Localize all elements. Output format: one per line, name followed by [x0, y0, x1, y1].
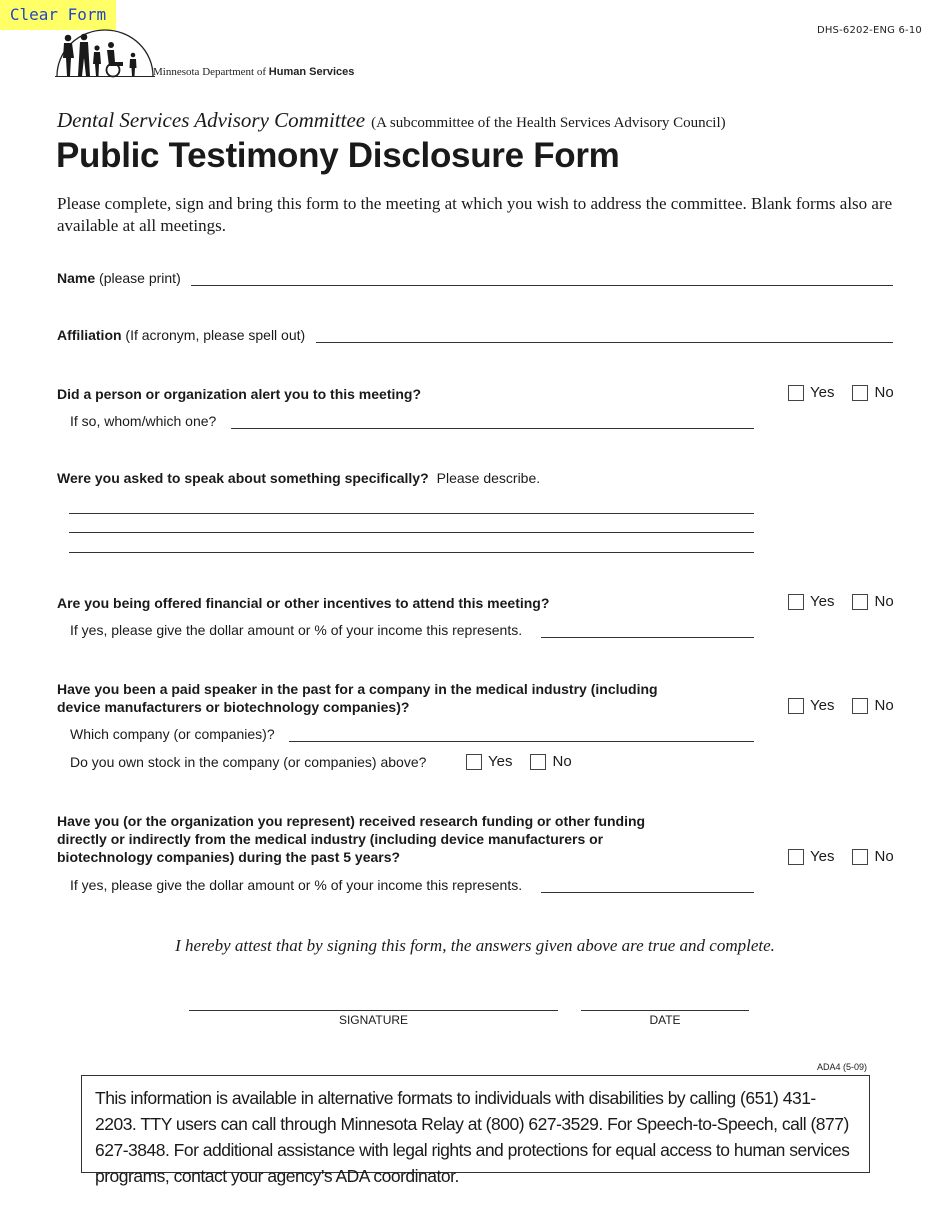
affiliation-field[interactable]	[316, 342, 893, 343]
q4-stock-no-label: No	[552, 753, 572, 770]
q4-company-label: Which company (or companies)?	[70, 726, 275, 742]
q4-no-checkbox[interactable]	[852, 698, 868, 714]
q4-stock-options	[466, 753, 572, 770]
q2-answer-line-1[interactable]	[69, 513, 754, 514]
affiliation-label-bold: Affiliation	[57, 327, 122, 343]
q4-yes-label: Yes	[810, 697, 835, 714]
ada-code: ADA4 (5-09)	[816, 1062, 867, 1072]
name-field[interactable]	[191, 285, 893, 286]
intro-text: Please complete, sign and bring this form to the meeting at which you wish to address the committee. Blank forms also are available at all meetings.	[57, 194, 893, 235]
q5-no-label: No	[874, 848, 894, 865]
q4-no-label: No	[874, 697, 894, 714]
committee-title: Dental Services Advisory Committee	[57, 108, 366, 132]
date-label: DATE	[649, 1013, 681, 1027]
q1-question: Did a person or organization alert you to this meeting?	[57, 386, 422, 402]
q4-yes-checkbox[interactable]	[788, 698, 804, 714]
q1-no-label: No	[874, 384, 894, 401]
logo-text-dept: Minnesota Department of	[153, 66, 269, 78]
q4-stock-yes-label: Yes	[488, 753, 513, 770]
q3-question: Are you being offered financial or other incentives to attend this meeting?	[57, 595, 550, 611]
q1-yes-label: Yes	[810, 384, 835, 401]
clear-form-button[interactable]: Clear Form	[0, 0, 116, 30]
q2-answer-line-2[interactable]	[69, 532, 754, 533]
q5-no-checkbox[interactable]	[852, 849, 868, 865]
q4-stock-label: Do you own stock in the company (or companies) above?	[70, 754, 427, 770]
q3-amount-field[interactable]	[541, 637, 754, 638]
name-label-bold: Name	[57, 270, 96, 286]
ada-notice: This information is available in alternative formats to individuals with disabilities by calling (651) 431-2203. TTY users can call through Minnesota Relay at (800) 627-3529. For Speech-to-Speech, call (877) 627-3848. For additional assistance with legal rights and protections for equal access to human services programs, contact your agency’s ADA coordinator.	[81, 1075, 870, 1173]
q2-answer-line-3[interactable]	[69, 552, 754, 553]
q3-no-label: No	[874, 593, 894, 610]
name-label	[57, 270, 181, 286]
q2-question	[57, 470, 540, 486]
q5-amount-field[interactable]	[541, 892, 754, 893]
q4-question: Have you been a paid speaker in the past for a company in the medical industry (including device manufacturers or biotechnology companies)?	[57, 681, 658, 715]
name-label-hint: (please print)	[95, 270, 181, 286]
q3-yes-label: Yes	[810, 593, 835, 610]
q5-yes-checkbox[interactable]	[788, 849, 804, 865]
page-title: Public Testimony Disclosure Form	[56, 136, 620, 175]
affiliation-label-hint: (If acronym, please spell out)	[121, 327, 306, 343]
signature-label: SIGNATURE	[338, 1013, 409, 1027]
q2-hint: Please describe.	[436, 470, 541, 486]
q4-company-field[interactable]	[289, 741, 754, 742]
committee-name	[57, 108, 726, 133]
dhs-logo-icon	[55, 28, 155, 78]
q5-yes-label: Yes	[810, 848, 835, 865]
signature-field[interactable]	[189, 1010, 558, 1011]
q3-no-checkbox[interactable]	[852, 594, 868, 610]
affiliation-label	[57, 327, 305, 343]
q5-question: Have you (or the organization you represent) received research funding or other funding directly or indirectly from the medical industry (including device manufacturers or biotechnology companies) during the past 5 years?	[57, 813, 646, 865]
q3-options	[788, 593, 894, 610]
q1-no-checkbox[interactable]	[852, 385, 868, 401]
logo-text	[153, 66, 354, 78]
logo-text-hs: Human Services	[268, 66, 355, 78]
q3-sub-label: If yes, please give the dollar amount or % of your income this represents.	[70, 622, 523, 638]
subcommittee-note: (A subcommittee of the Health Services Advisory Council)	[371, 115, 726, 131]
q3-yes-checkbox[interactable]	[788, 594, 804, 610]
q1-yes-checkbox[interactable]	[788, 385, 804, 401]
q4-stock-yes-checkbox[interactable]	[466, 754, 482, 770]
q4-stock-no-checkbox[interactable]	[530, 754, 546, 770]
attestation-text: I hereby attest that by signing this form, the answers given above are true and complete.	[175, 936, 775, 955]
q1-sub-label: If so, whom/which one?	[70, 413, 217, 429]
q5-sub-label: If yes, please give the dollar amount or % of your income this represents.	[70, 877, 523, 893]
date-field[interactable]	[581, 1010, 749, 1011]
q4-options	[788, 697, 894, 714]
q2-question-text: Were you asked to speak about something specifically?	[57, 470, 429, 486]
q5-options	[788, 848, 894, 865]
q1-whom-field[interactable]	[231, 428, 754, 429]
q1-options	[788, 384, 894, 401]
form-code: DHS-6202-ENG 6-10	[816, 25, 922, 36]
